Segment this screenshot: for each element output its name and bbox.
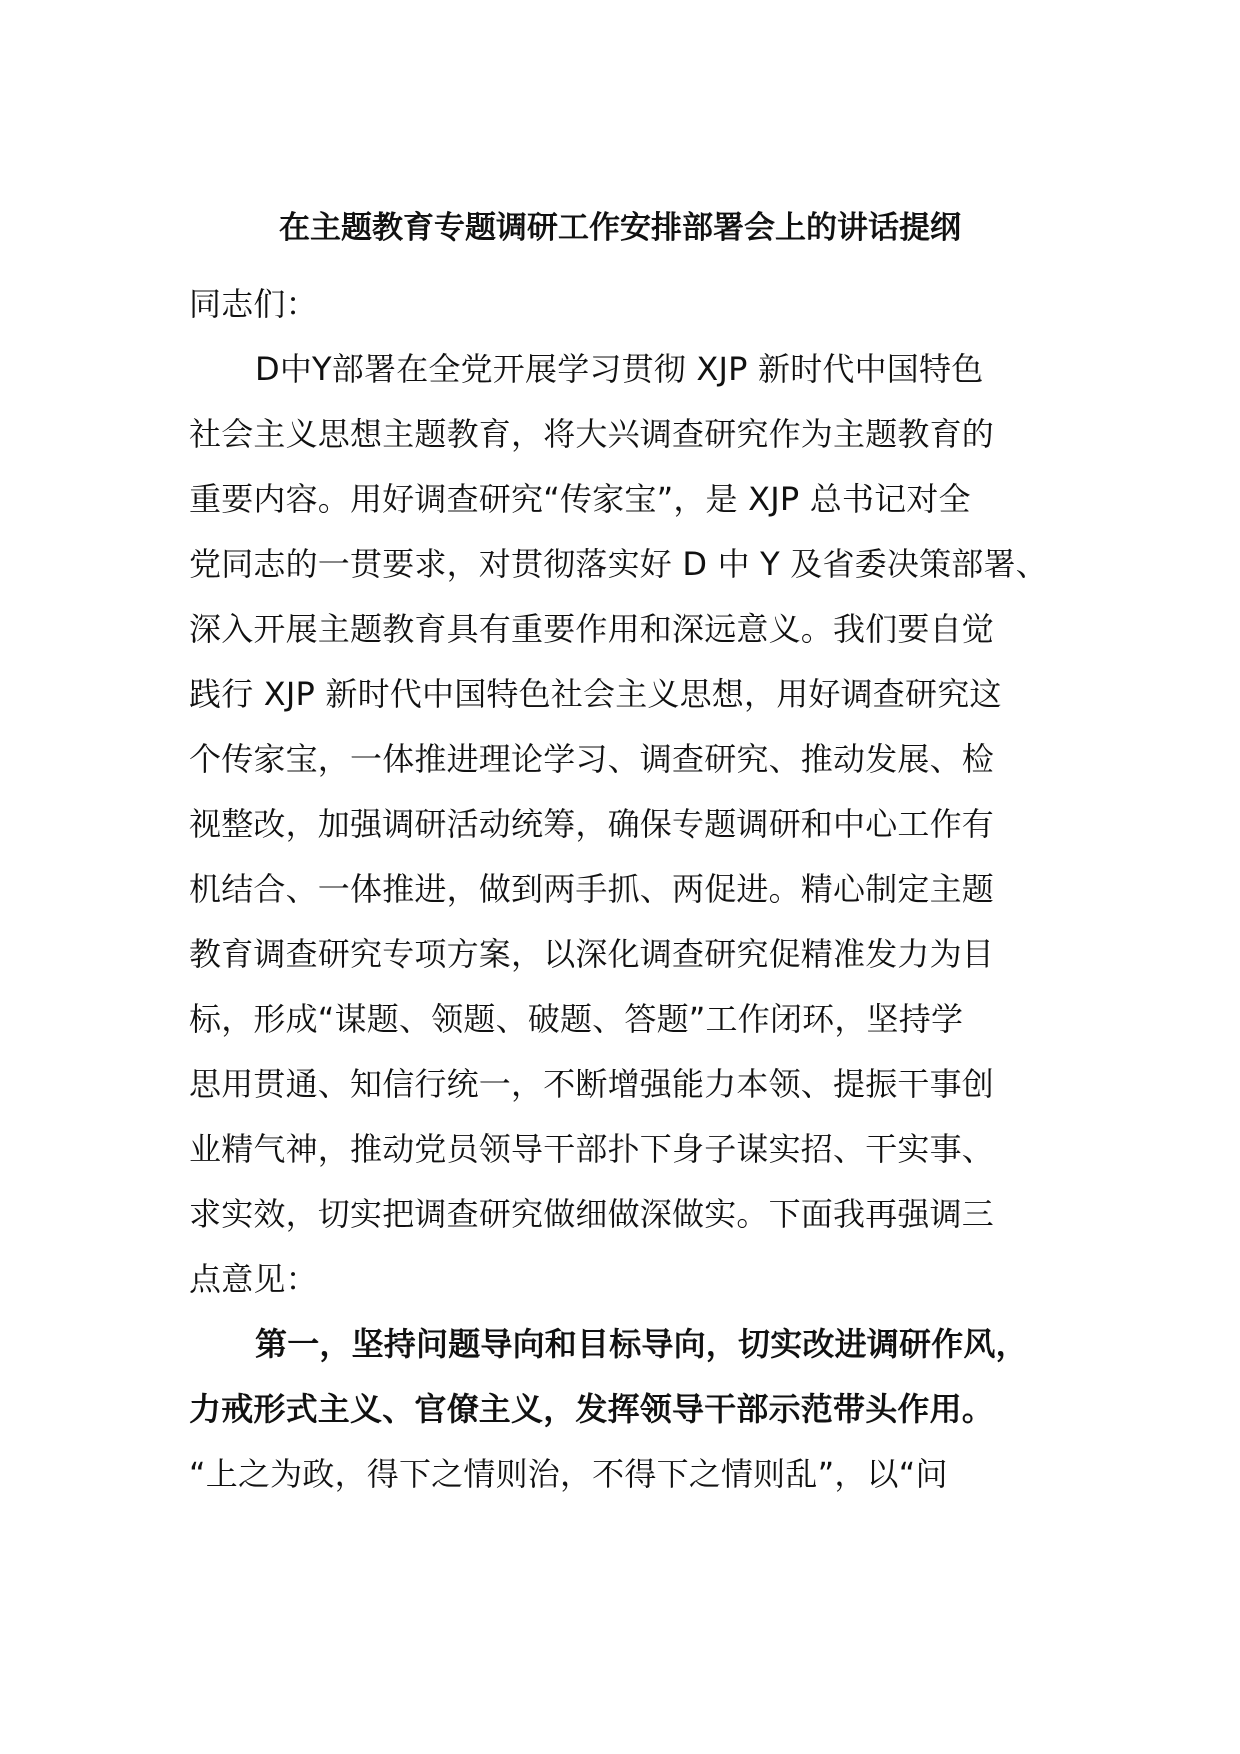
text-line: “上之为政，得下之情则治，不得下之情则乱”，以“问: [189, 1455, 948, 1493]
text-line: 视整改，加强调研活动统筹，确保专题调研和中心工作有: [189, 805, 995, 843]
section-heading-first: [189, 1312, 1039, 1442]
text-line: 社会主义思想主题教育，将大兴调查研究作为主题教育的: [189, 415, 995, 453]
text-line: 求实效，切实把调查研究做细做深做实。下面我再强调三: [189, 1195, 995, 1233]
text-line: 个传家宝，一体推进理论学习、调查研究、推动发展、检: [189, 740, 995, 778]
text-line: 践行 XJP 新时代中国特色社会主义思想，用好调查研究这: [189, 675, 1002, 713]
text-line: 党同志的一贯要求，对贯彻落实好 D 中 Y 及省委决策部署、: [189, 545, 1048, 583]
document-title: 在主题教育专题调研工作安排部署会上的讲话提纲: [279, 210, 961, 246]
text-line: 点意见：: [189, 1260, 318, 1298]
paragraph-second: [189, 1442, 1039, 1507]
salutation: 同志们：: [189, 285, 318, 323]
text-line: 教育调查研究专项方案，以深化调查研究促精准发力为目: [189, 935, 995, 973]
heading-line: 第一，坚持问题导向和目标导向，切实改进调研作风，: [255, 1325, 1028, 1363]
heading-line: 力戒形式主义、官僚主义，发挥领导干部示范带头作用。: [189, 1390, 995, 1428]
text-line: 重要内容。用好调查研究“传家宝”，是 XJP 总书记对全: [189, 480, 971, 518]
text-line: 机结合、一体推进，做到两手抓、两促进。精心制定主题: [189, 870, 995, 908]
paragraph-intro: [189, 337, 1048, 1312]
text-line: 深入开展主题教育具有重要作用和深远意义。我们要自觉: [189, 610, 995, 648]
document-body: [189, 272, 1048, 1507]
text-line: 标，形成“谋题、领题、破题、答题”工作闭环，坚持学: [189, 1000, 964, 1038]
text-line: 思用贯通、知信行统一，不断增强能力本领、提振干事创: [189, 1065, 995, 1103]
text-line: 业精气神，推动党员领导干部扑下身子谋实招、干实事、: [189, 1130, 995, 1168]
text-line: D中Y部署在全党开展学习贯彻 XJP 新时代中国特色: [255, 350, 984, 388]
